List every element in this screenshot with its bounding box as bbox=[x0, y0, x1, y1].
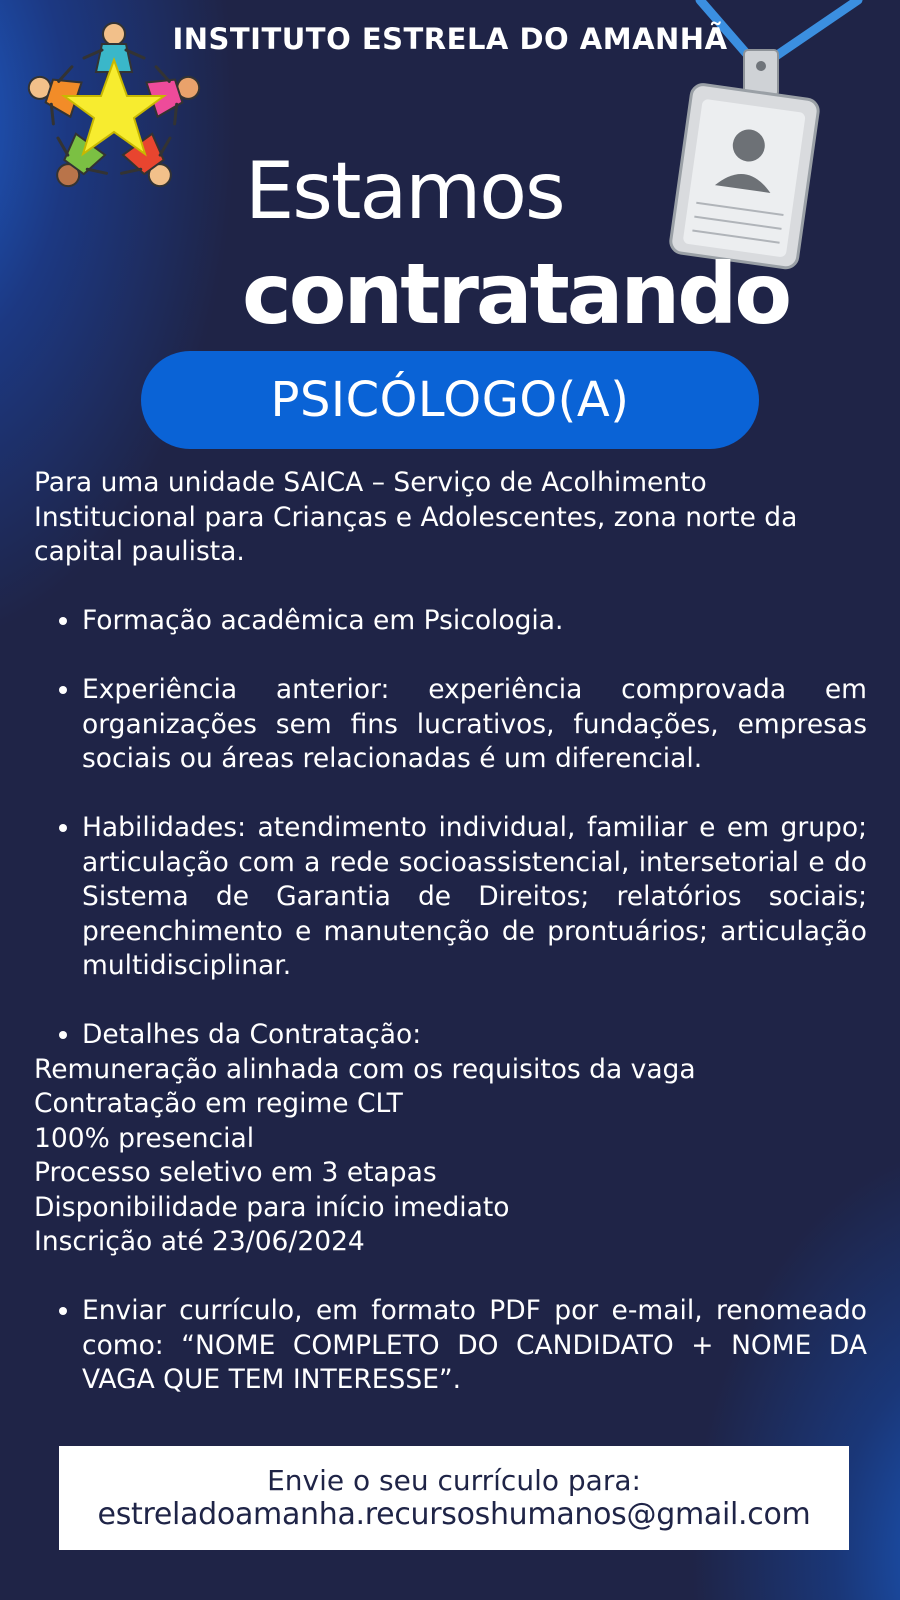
hiring-detail: Inscrição até 23/06/2024 bbox=[34, 1226, 365, 1257]
requirement-item: • Experiência anterior: experiência comprovada em organizações sem fins lucrativos, fundações, empresas sociais ou áreas relacionadas é um diferencial. bbox=[82, 673, 867, 777]
hiring-detail: Remuneração alinhada com os requisitos da vaga bbox=[34, 1053, 696, 1085]
headline-line-2: contratando bbox=[242, 245, 790, 343]
hiring-detail: Contratação em regime CLT bbox=[34, 1088, 403, 1119]
cta-email[interactable]: estreladoamanha.recursoshumanos@gmail.com bbox=[97, 1497, 811, 1532]
hiring-heading: • Detalhes da Contratação: bbox=[82, 1018, 867, 1053]
intro-text: Para uma unidade SAICA – Serviço de Acolhimento Institucional para Crianças e Adolescentes, zona norte da capital paulista. bbox=[34, 467, 798, 567]
requirements-list-2 bbox=[34, 673, 867, 777]
hiring-heading-list bbox=[34, 1018, 867, 1053]
requirement-item: • Habilidades: atendimento individual, familiar e em grupo; articulação com a rede socioassistencial, intersetorial e do Sistema de Garantia de Direitos; relatórios sociais; preenchimento e manutenção de prontuários; articulação multidisciplinar. bbox=[82, 811, 867, 984]
hiring-detail: Disponibilidade para início imediato bbox=[34, 1191, 510, 1223]
hiring-detail: 100% presencial bbox=[34, 1122, 255, 1154]
cta-box bbox=[59, 1446, 849, 1550]
job-description bbox=[34, 466, 867, 1398]
role-title: PSICÓLOGO(A) bbox=[270, 372, 630, 428]
requirements-list-3 bbox=[34, 811, 867, 984]
submission-list bbox=[34, 1294, 867, 1398]
requirement-item: • Formação acadêmica em Psicologia. bbox=[82, 604, 867, 639]
headline-line-1: Estamos bbox=[245, 147, 564, 237]
submission-note: • Enviar currículo, em formato PDF por e-mail, renomeado como: “NOME COMPLETO DO CANDIDATO + NOME DA VAGA QUE TEM INTERESSE”. bbox=[82, 1294, 867, 1398]
cta-label: Envie o seu currículo para: bbox=[267, 1464, 641, 1497]
role-pill bbox=[141, 351, 759, 449]
requirements-list bbox=[34, 604, 867, 639]
hiring-detail: Processo seletivo em 3 etapas bbox=[34, 1157, 437, 1188]
org-name: INSTITUTO ESTRELA DO AMANHÃ bbox=[172, 22, 728, 56]
